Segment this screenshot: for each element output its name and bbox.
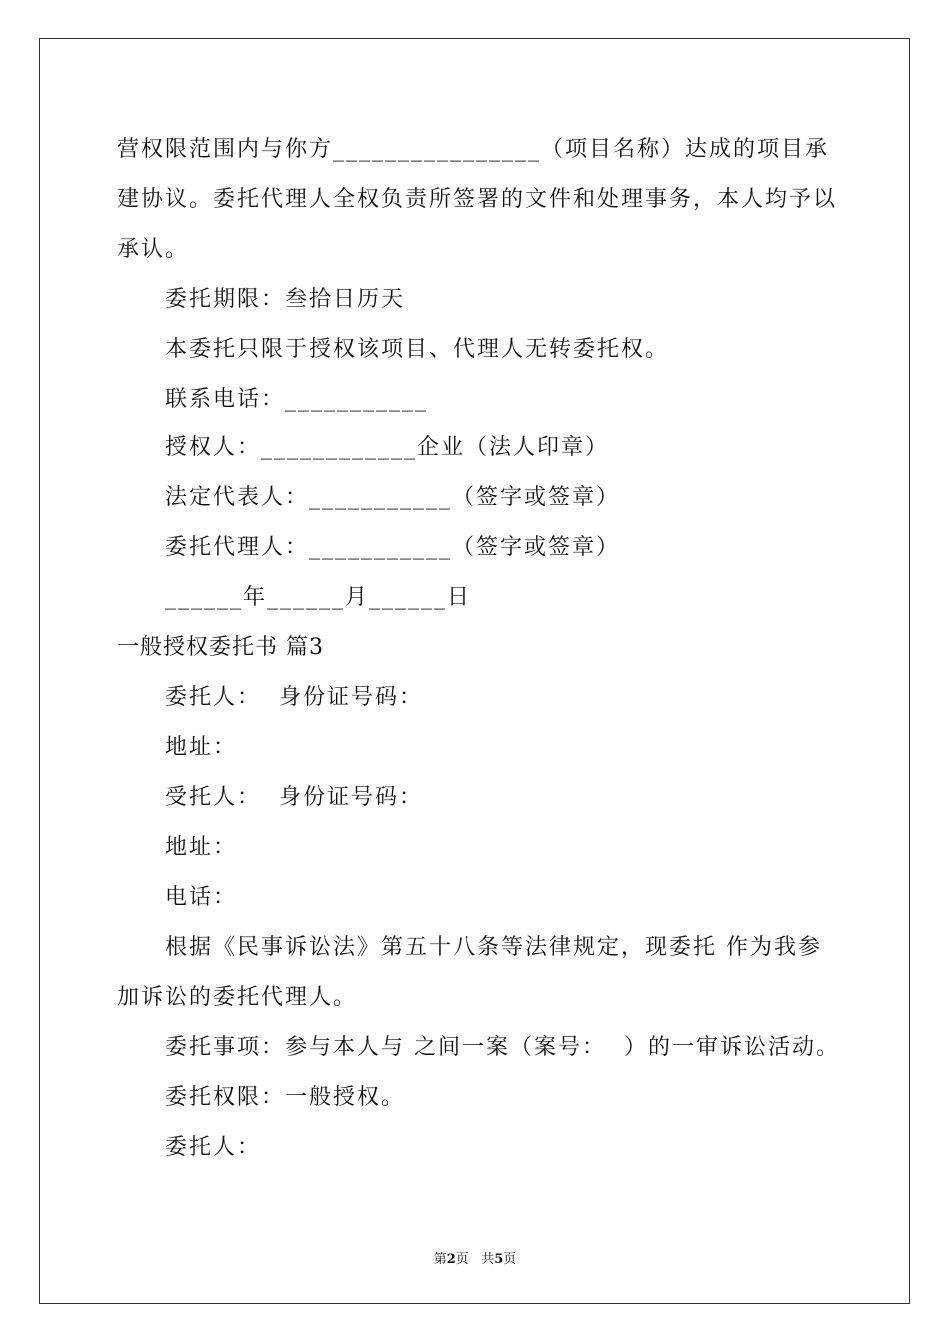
body-text-line: 承认。 — [117, 237, 190, 262]
agent-line: 委托代理人：___________（签字或签章） — [165, 535, 621, 560]
basis-line-cont: 加诉讼的委托代理人。 — [117, 985, 358, 1010]
address-line: 地址： — [165, 835, 238, 860]
principal-line: 委托人： 身份证号码： — [165, 685, 423, 710]
footer-total-prefix: 共 — [481, 1252, 495, 1267]
principal-sign-line: 委托人： — [165, 1135, 262, 1160]
scope-line: 本委托只限于授权该项目、代理人无转委托权。 — [165, 337, 670, 362]
current-page-number: 2 — [446, 1252, 456, 1267]
total-pages-number: 5 — [494, 1252, 504, 1267]
footer-total-suffix: 页 — [503, 1252, 517, 1267]
address-line: 地址： — [165, 735, 238, 760]
page-border — [39, 38, 910, 1304]
date-line: ______年______月______日 — [165, 585, 472, 610]
trustee-line: 受托人： 身份证号码： — [165, 785, 423, 810]
matter-line: 委托事项：参与本人与 之间一案（案号： ）的一审诉讼活动。 — [165, 1035, 840, 1060]
authority-line: 委托权限：一般授权。 — [165, 1085, 406, 1110]
legal-rep-line: 法定代表人：___________（签字或签章） — [165, 485, 621, 510]
basis-line: 根据《民事诉讼法》第五十八条等法律规定，现委托 作为我参 — [165, 935, 822, 960]
section-heading: 一般授权委托书 篇3 — [117, 635, 324, 660]
tel-line: 电话： — [165, 885, 238, 910]
body-text-line: 建协议。委托代理人全权负责所签署的文件和处理事务，本人均予以 — [117, 187, 838, 212]
term-line: 委托期限：叁拾日历天 — [165, 287, 406, 312]
footer-prefix: 第 — [433, 1252, 447, 1267]
footer-page-suffix: 页 — [455, 1252, 469, 1267]
phone-line: 联系电话：___________ — [165, 387, 429, 412]
body-text-line: 营权限范围内与你方________________（项目名称）达成的项目承 — [117, 137, 830, 162]
page-footer — [0, 1248, 950, 1267]
grantor-line: 授权人：____________企业（法人印章） — [165, 435, 610, 460]
